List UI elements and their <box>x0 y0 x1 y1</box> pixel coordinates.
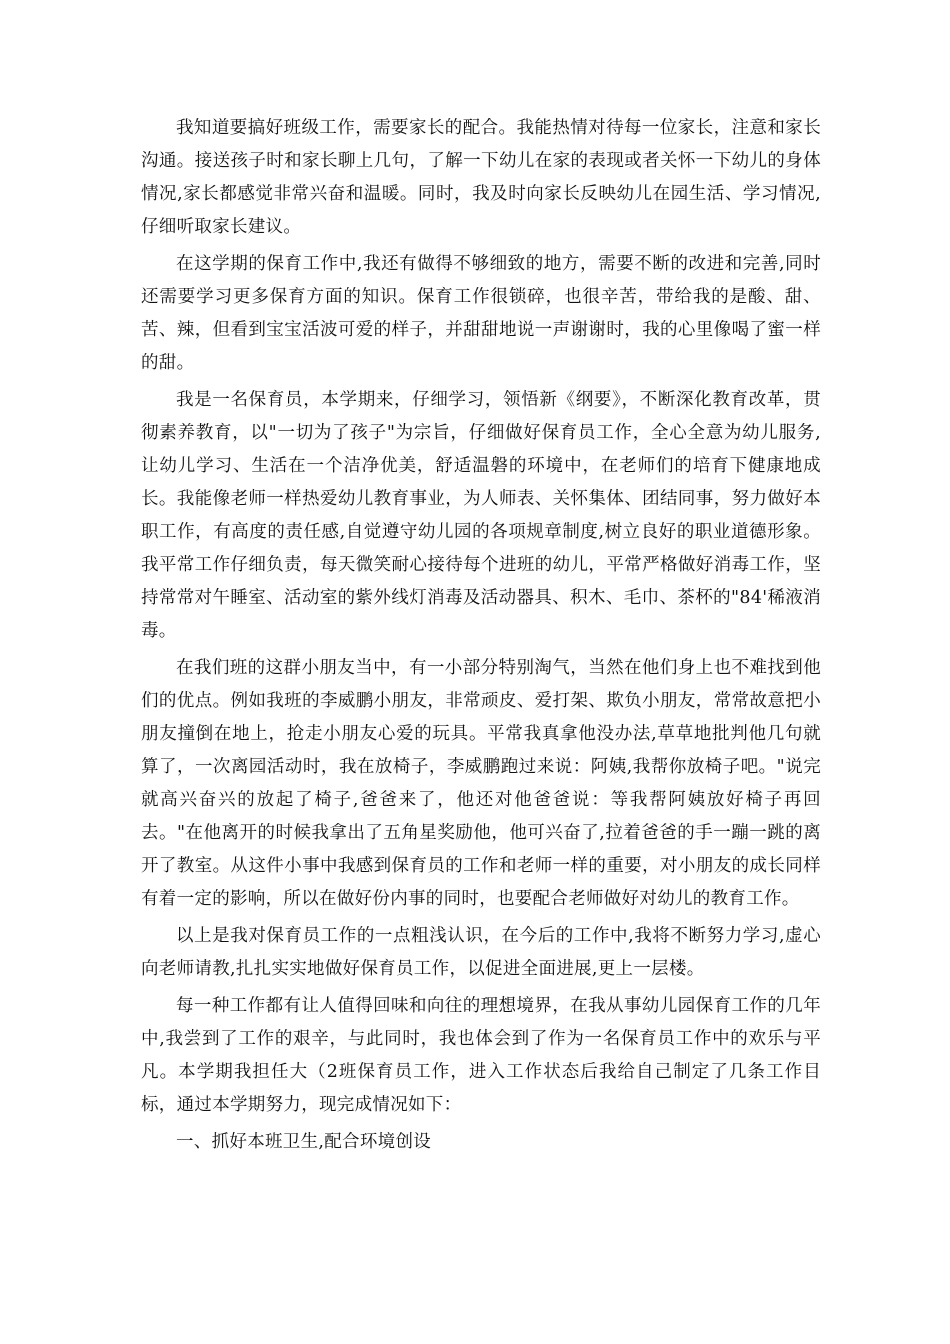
paragraph-shortcomings: 在这学期的保育工作中,我还有做得不够细致的地方，需要不断的改进和完善,同时还需要学习更多保育方面的知识。保育工作很锁碎，也很辛苦，带给我的是酸、甜、苦、辣，但看到宝宝活波可爱的样子，并甜甜地说一声谢谢时，我的心里像喝了蜜一样的甜。 <box>141 254 821 373</box>
paragraph-work-goals: 每一种工作都有让人值得回味和向往的理想境界，在我从事幼儿园保育工作的几年中,我尝到了工作的艰辛，与此同时，我也体会到了作为一名保育员工作中的欢乐与平凡。本学期我担任大（2班保育员工作，进入工作状态后我给自己制定了几条工作目标，通过本学期努力，现完成情况如下： <box>141 996 821 1115</box>
section-heading-hygiene: 一、抓好本班卫生,配合环境创设 <box>176 1132 432 1152</box>
paragraph-self-introduction: 我是一名保育员，本学期来，仔细学习，领悟新《纲要》，不断深化教育改革，贯彻素养教育，以"一切为了孩子"为宗旨，仔细做好保育员工作，全心全意为幼儿服务,让幼儿学习、生活在一个洁净优美，舒适温磐的环境中，在老师们的培育下健康地成长。我能像老师一样热爱幼儿教育事业，为人师表、关怀集体、团结同事，努力做好本职工作，有高度的责任感,自觉遵守幼儿园的各项规章制度,树立良好的职业道德形象。我平常工作仔细负责，每天微笑耐心接待每个进班的幼儿，平常严格做好消毒工作，坚持常常对午睡室、活动室的紫外线灯消毒及活动器具、积木、毛巾、茶杯的"84'稀液消毒。 <box>141 390 821 641</box>
paragraph-parent-cooperation: 我知道要搞好班级工作，需要家长的配合。我能热情对待每一位家长，注意和家长沟通。接送孩子时和家长聊上几句，了解一下幼儿在家的表现或者关怀一下幼儿的身体情况,家长都感觉非常兴奋和温暖。同时，我及时向家长反映幼儿在园生活、学习情况,仔细听取家长建议。 <box>141 118 821 237</box>
paragraph-conclusion: 以上是我对保育员工作的一点粗浅认识，在今后的工作中,我将不断努力学习,虚心向老师请教,扎扎实实地做好保育员工作，以促进全面进展,更上一层楼。 <box>141 926 821 979</box>
paragraph-child-story: 在我们班的这群小朋友当中，有一小部分特别淘气，当然在他们身上也不难找到他们的优点。例如我班的李威鹏小朋友，非常顽皮、爱打架、欺负小朋友，常常故意把小朋友撞倒在地上，抢走小朋友心爱的玩具。平常我真拿他没办法,草草地批判他几句就算了，一次离园活动时，我在放椅子，李威鹏跑过来说：阿姨,我帮你放椅子吧。"说完就高兴奋兴的放起了椅子,爸爸来了，他还对他爸爸说：等我帮阿姨放好椅子再回去。"在他离开的时候我拿出了五角星奖励他，他可兴奋了,拉着爸爸的手一蹦一跳的离开了教室。从这件小事中我感到保育员的工作和老师一样的重要，对小朋友的成长同样有着一定的影响，所以在做好份内事的同时，也要配合老师做好对幼儿的教育工作。 <box>141 658 821 909</box>
document-body <box>141 110 821 1159</box>
